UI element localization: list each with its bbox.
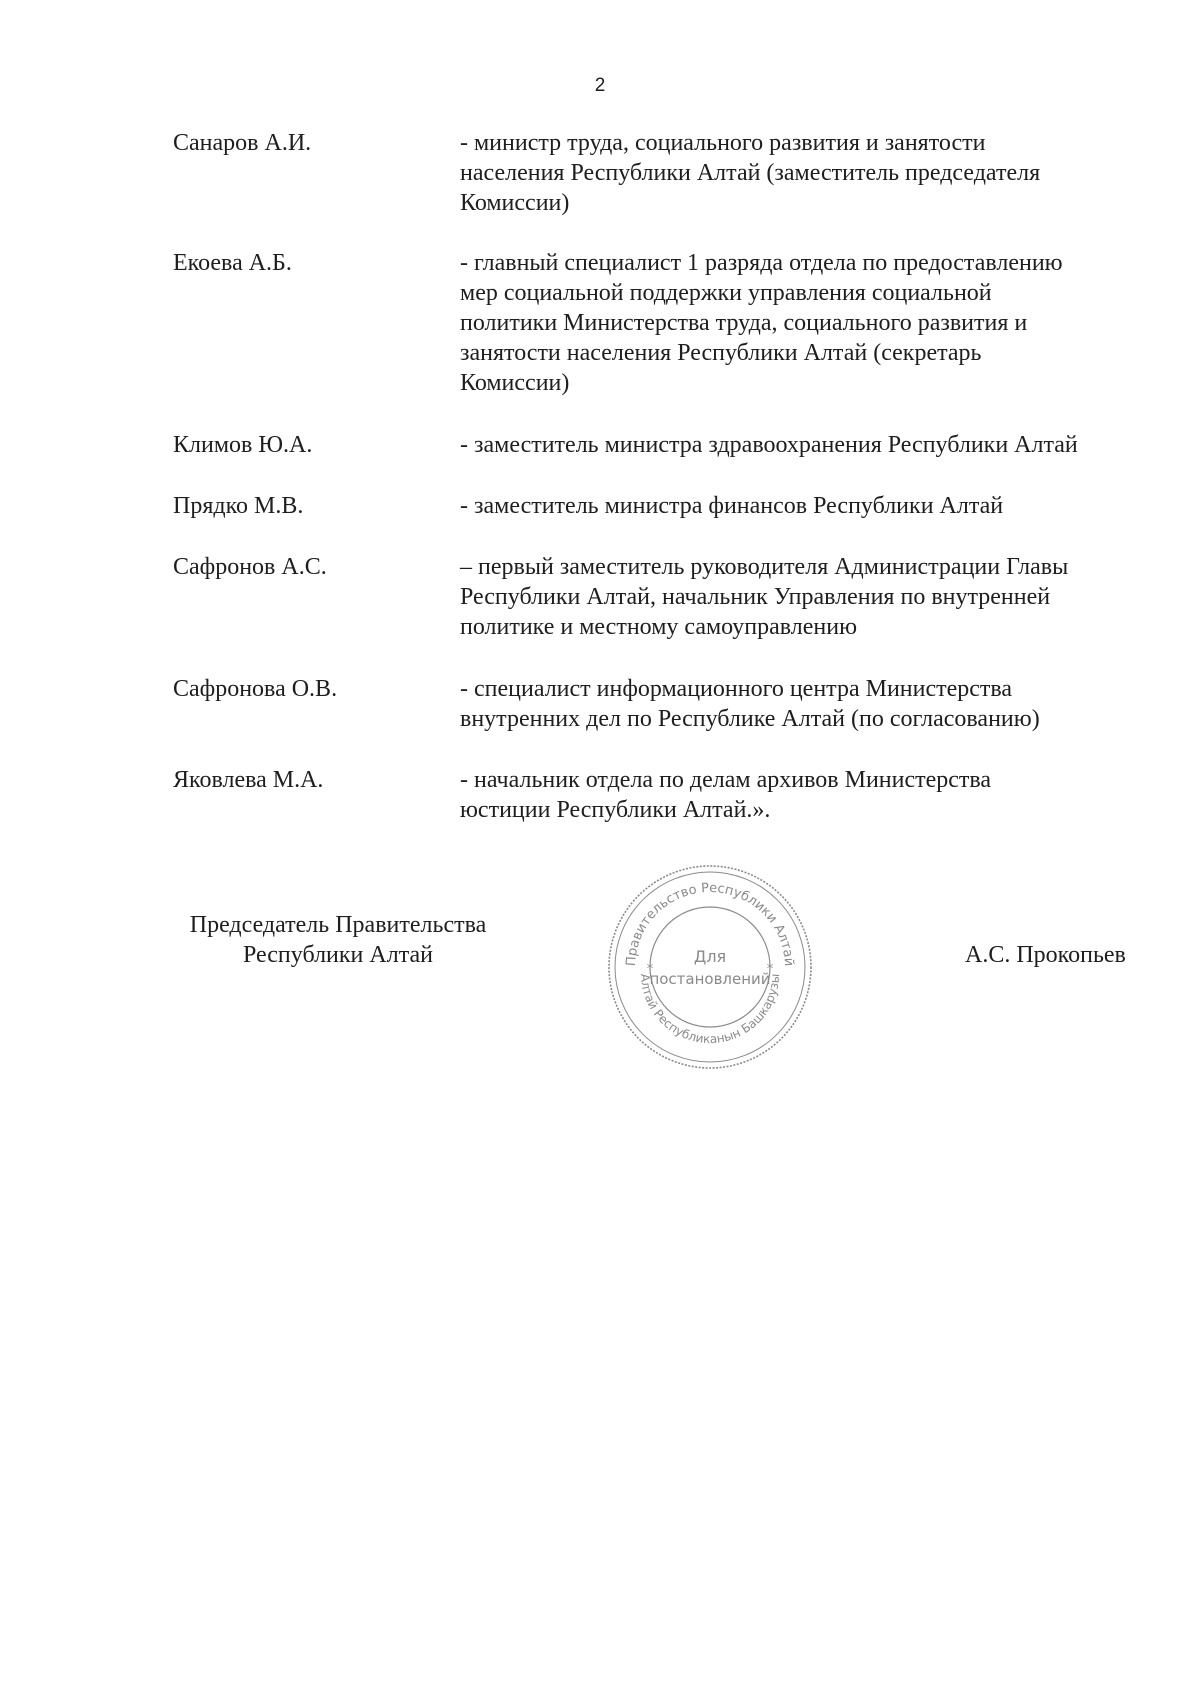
member-name: Яковлева М.А. bbox=[173, 767, 324, 793]
seal-center-text: постановлений bbox=[649, 970, 771, 988]
role-line: - главный специалист 1 разряда отдела по предоставлению bbox=[460, 250, 1063, 276]
member-name: Сафронов А.С. bbox=[173, 554, 327, 580]
role-line: мер социальной поддержки управления социальной bbox=[460, 280, 992, 306]
member-role bbox=[460, 128, 1140, 218]
seal-star-icon: * bbox=[646, 962, 654, 977]
member-role bbox=[460, 552, 1140, 642]
role-line: Комиссии) bbox=[460, 190, 570, 216]
signer-position bbox=[173, 910, 503, 970]
signer-position-line: Республики Алтай bbox=[243, 942, 433, 968]
role-line: – первый заместитель руководителя Администрации Главы bbox=[460, 554, 1069, 580]
member-role bbox=[460, 430, 1140, 460]
role-line: внутренних дел по Республике Алтай (по согласованию) bbox=[460, 706, 1040, 732]
role-line: населения Республики Алтай (заместитель председателя bbox=[460, 160, 1041, 186]
official-seal bbox=[605, 862, 815, 1072]
role-line: юстиции Республики Алтай.». bbox=[460, 797, 771, 823]
member-name: Сафронова О.В. bbox=[173, 676, 338, 702]
member-name: Климов Ю.А. bbox=[173, 432, 313, 458]
role-line: - специалист информационного центра Министерства bbox=[460, 676, 1013, 702]
role-line: - начальник отдела по делам архивов Министерства bbox=[460, 767, 992, 793]
role-line: занятости населения Республики Алтай (секретарь bbox=[460, 340, 982, 366]
page-number: 2 bbox=[594, 75, 606, 96]
member-name: Прядко М.В. bbox=[173, 493, 304, 519]
role-line: - заместитель министра финансов Республики Алтай bbox=[460, 493, 1004, 519]
role-line: политике и местному самоуправлению bbox=[460, 614, 858, 640]
seal-outer-text: Правительство Республики Алтай bbox=[623, 880, 797, 967]
seal-inner-ring bbox=[650, 907, 770, 1027]
seal-bottom-text: Алтай Республиканын Башкарузы bbox=[637, 973, 783, 1047]
member-role bbox=[460, 248, 1140, 398]
seal-center-text: Для bbox=[693, 947, 727, 966]
member-name: Санаров А.И. bbox=[173, 130, 312, 156]
signer-position-line: Председатель Правительства bbox=[189, 912, 487, 938]
member-role bbox=[460, 765, 1140, 825]
seal-star-icon: * bbox=[766, 962, 774, 977]
role-line: - министр труда, социального развития и занятости bbox=[460, 130, 986, 156]
member-role bbox=[460, 674, 1140, 734]
role-line: политики Министерства труда, социального развития и bbox=[460, 310, 1028, 336]
member-role bbox=[460, 491, 1140, 521]
role-line: Комиссии) bbox=[460, 370, 570, 396]
member-name: Екоева А.Б. bbox=[173, 250, 292, 276]
signer-name: А.С. Прокопьев bbox=[965, 942, 1126, 968]
role-line: - заместитель министра здравоохранения Республики Алтай bbox=[460, 432, 1078, 458]
role-line: Республики Алтай, начальник Управления по внутренней bbox=[460, 584, 1051, 610]
